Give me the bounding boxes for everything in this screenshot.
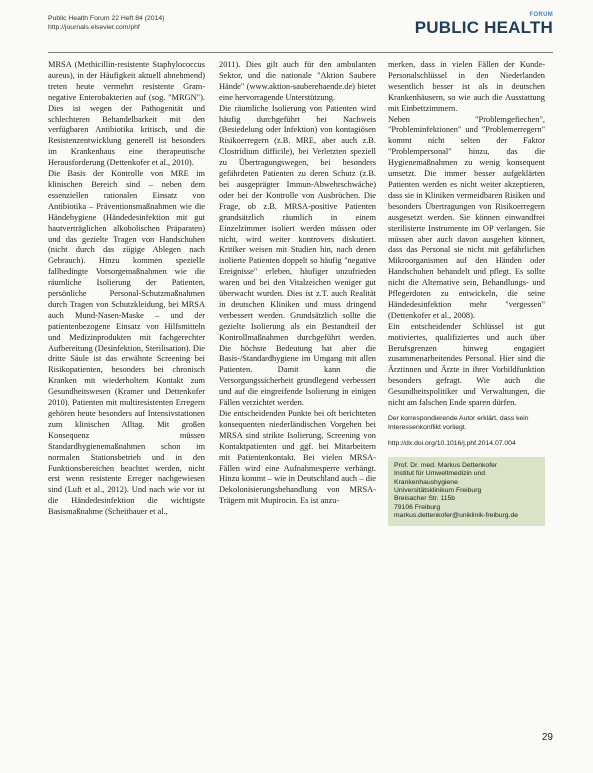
paragraph: 2011). Dies gilt auch für den ambulanten Sektor, und die nationale "Aktion Saubere Hände" (www.aktion-sauberehaende.de) bietet eine hervorragende Unterstützung. — [219, 60, 376, 102]
address-line: 79106 Freiburg — [394, 503, 441, 511]
author-address-box — [388, 457, 545, 526]
paragraph: Die Basis der Kontrolle von MRE im klinischen Bereich sind – neben dem essenziellen rationalen Einsatz von Antibiotika – Präventionsmaßnahmen wie die Händehygiene (Händedesinfektion mit gut hautverträglichen alkoholischen Präparaten) und das gezielte Tragen von Handschuhen (nicht durch das zügige Ablegen nach Gebrauch). Hinzu kommen spezielle fallbedingte Vorsorgemaßnahmen wie die räumliche Isolierung der Patienten, persönliche Personal-Schutzmaßnahmen durch Tragen von Schutzkleidung, bei MRSA auch Mund-Nasen-Maske – und der patientenbezogene Einsatz von Hilfsmitteln und Medizinprodukten mit fachgerechter Aufbereitung (Desinfektion, Sterilisation). Die dritte Säule ist das erwähnte Screening bei Risikopatienten, besonders bei chronisch Kranken mit wiederholtem Kontakt zum Gesundheitswesen (Kramer und Dettenkofer 2010). Patienten mit multiresistenten Erregern gehören heute besonders auf Intensivstationen zum klinischen Alltag. Mit großen Konsequenz müssen Standardhygienemaßnahmen schon im normalen Stationsbetrieb und in den Funktionsbereichen beachtet werden, nicht erst wenn resistente Erreger nachgewiesen sind (Luft et al., 2012). Und nach wie vor ist die Händedesinfektion die wichtigste Basismaßnahme (Scheithauer et al., — [48, 169, 205, 517]
conflict-of-interest-note: Der korrespondierende Autor erklärt, dass kein Interessenkonflikt vorliegt. — [388, 415, 529, 431]
text-column-2 — [219, 60, 376, 507]
address-line: Breisacher Str. 115b — [394, 495, 456, 503]
paragraph: Die entscheidenden Punkte bei oft berichteten konsequenten niederländischen Vorgehen bei MRSA sind strikte Isolierung, Screening von Kontaktpatienten und ggf. bei Mitarbeitern mit Patientenkontakt. Bei vielen MRSA-Fällen wird eine Aufnahmesperre verhängt. Hinzu kommt – wie in Deutschland auch – die Dekolonisierungsbehandlung von MRSA-Trägern mit Mupirocin. Es ist anzu- — [219, 409, 376, 506]
address-line: Institut für Umweltmedizin und — [394, 470, 486, 478]
author-name: Prof. Dr. med. Markus Dettenkofer — [394, 461, 498, 469]
paragraph: merken, dass in vielen Fällen der Kunde-Personalschlüssel in den Niederlanden wesentlich besser ist als in deutschen Krankenhäusern, so wie auch die Ausstattung mit Einbettzimmern. — [388, 60, 545, 113]
logo-name: PUBLIC HEALTH — [414, 18, 553, 37]
paragraph: Die räumliche Isolierung von Patienten wird häufig durchgeführt bei Nachweis (Besiedelung oder Infektion) von kontagiösen Risikoerregern (z.B. MRE, aber auch z.B. Clostridium difficile), bei Verletzten speziell zu Übertragungswegen, bei besonders gefährdeten Patienten zu deren Schutz (z.B. bei ausgeprägter Immun-Abwehrschwäche) oder bei der Kontrolle von Ausbrüchen. Die Frage, ob z.B. MRSA-positive Patienten grundsätzlich räumlich in einem Einzelzimmer isoliert werden müssen oder nicht, wird weiter kontrovers diskutiert. Kritiker weisen mit Studien hin, nach denen isolierte Patienten doppelt so häufig "negative Ereignisse" erleben, häufiger unzufrieden waren und bei den Vitalzeichen weniger gut überwacht wurden. Dies ist z.T. auch Realität in deutschen Kliniken und muss dringend verbessert werden. Grundsätzlich sollte die gezielte Isolierung als ein Bestandteil der Kontrollmaßnahmen durchgeführt werden. Die höchste Bedeutung hat aber die Basis-/Standardhygiene im Umgang mit allen Patienten. Damit kann die Versorgungssicherheit grundlegend verbessert und auf die eingreifende Isolierung in einigen Fällen verzichtet werden. — [219, 103, 376, 408]
address-line: Universitätsklinikum Freiburg — [394, 487, 482, 494]
page-number: 29 — [541, 732, 553, 743]
journal-info — [48, 14, 164, 32]
text-column-1 — [48, 60, 205, 518]
paragraph: Neben "Problemgefiechen", "Probleminfektionen" und "Problemerregern" kommt nicht selten der Faktor "Problempersonal" hinzu, das die Hygienemaßnahmen zu wenig konsequent umsetzt. Die immer besser aufgeklärten Patienten werden es nicht weiter akzeptieren, dass sie in Kliniken vermeidbaren Risiken und besonders Übertragungen von Risikoerregern ausgesetzt werden. Sie können einwandfrei sterilisierte Instrumente im OP verlangen. Sie müssen aber auch davon ausgehen können, dass das Personal sie nicht mit gefährlichen Mikroorganismen auf den Händen oder Handschuhen behandelt und pflegt. Es sollte nicht die Alternative sein, Behandlungs- und Pflegerdoten zu entwickeln, die seine Händedesinfektion mehr "vergessen" (Dettenkofer et al., 2008). — [388, 114, 545, 320]
author-email[interactable]: markus.dettenkofer@uniklinik-freiburg.de — [394, 512, 519, 520]
page-header — [48, 10, 553, 50]
paragraph: MRSA (Methicillin-resistente Staphylococcus aureus), in der Häufigkeit aktuell abnehmend) treten heute vermehrt resistente Gram-negative Enterobakterien auf (sog. "MRGN"). Dies ist wegen der Pathogenität und schlechteren Behandelbarkeit mit den verfügbaren Antibiotika kritisch, und die Resistenzentwicklung generell ist besonders im Krankenhaus eine therapeutische Herausforderung (Dettenkofer et al., 2010). — [48, 60, 205, 168]
logo-tag: FORUM — [529, 12, 553, 18]
header-divider — [48, 52, 553, 53]
doi-link[interactable]: http://dx.doi.org/10.1016/j.phf.2014.07.004 — [388, 440, 516, 448]
journal-line: Public Health Forum 22 Heft 84 (2014) — [48, 15, 165, 22]
address-line: Krankenhaushygiene — [394, 478, 458, 486]
paragraph: Ein entscheidender Schlüssel ist gut motiviertes, qualifiziertes und auch über Berufsgrenzen hinweg engagiert zusammenarbeitendes Personal. Hier sind die Ärztinnen und Ärzte in ihrer Vorbildfunktion besonders gefragt. Wie auch die Gesundheitspolitiker und Verwaltungen, die nicht am falschen Ende sparen dürfen. — [388, 321, 545, 408]
journal-logo — [415, 12, 553, 37]
text-column-3 — [388, 60, 545, 526]
journal-url[interactable]: http://journals.elsevier.com/phf — [48, 24, 140, 31]
